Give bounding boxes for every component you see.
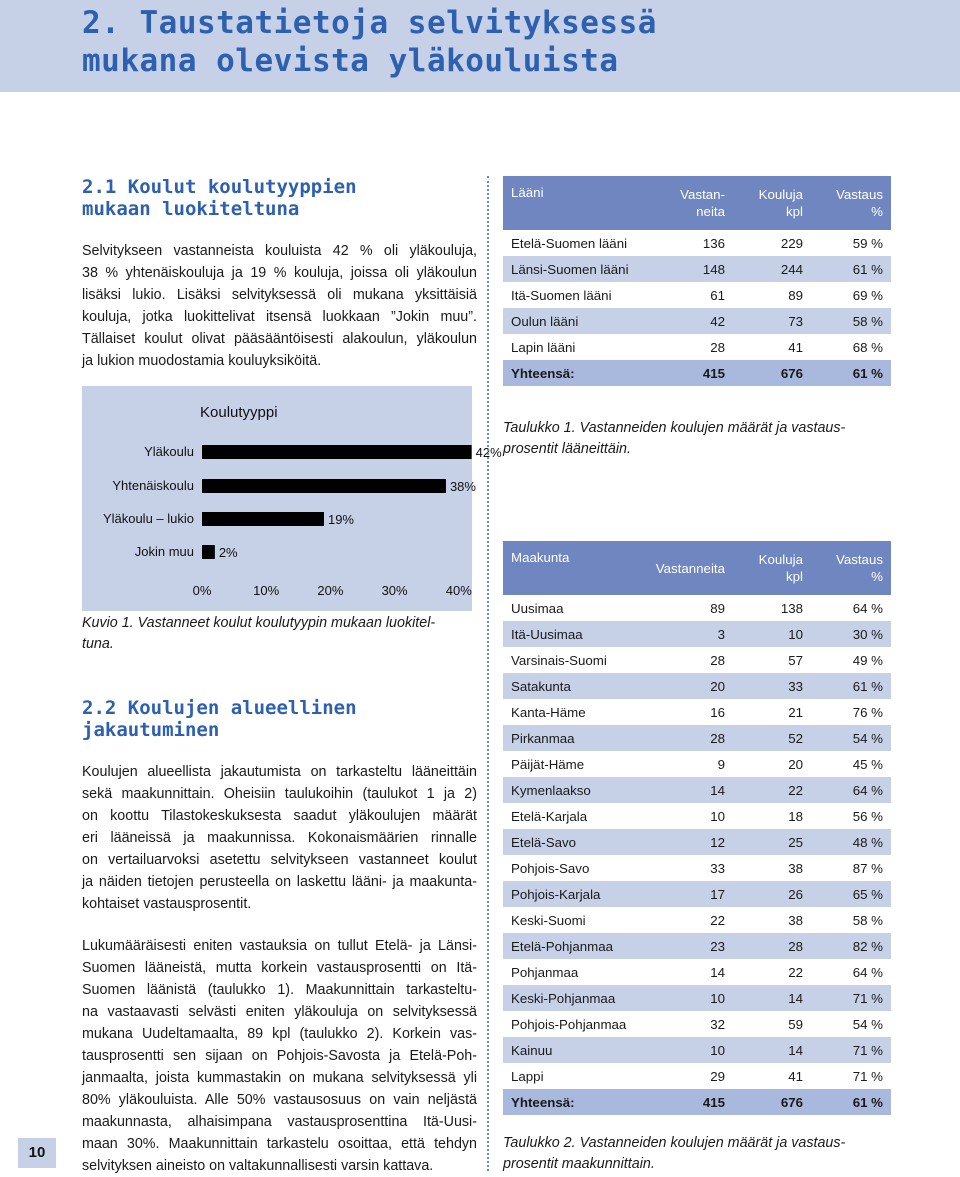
table-maakunta-cell: 29 (710, 1068, 725, 1084)
table-laani-total-cell: 61 % (811, 360, 891, 386)
table-laani-column-header: Vastan- neita (653, 176, 733, 230)
table-maakunta-total-cell: Yhteensä: (503, 1089, 643, 1115)
table-maakunta-cell: Kanta-Häme (511, 704, 586, 720)
section2-paragraph2-line: tausprosentti sen sijaan on Pohjois-Savosta ja Etelä-Poh- (82, 1048, 477, 1064)
table-maakunta-cell: 33 (710, 860, 725, 876)
table-maakunta-cell: Varsinais-Suomi (511, 652, 607, 668)
section2-paragraph2-line: Suomen läänistä (taulukko 1). Maakunnittain tarkasteltu- (82, 982, 477, 998)
table-laani-cell: 73 (733, 308, 811, 334)
table-maakunta-cell: 65 % (811, 881, 891, 907)
table-maakunta-column-header: Kouluja kpl (733, 541, 811, 595)
table-maakunta-row (503, 751, 891, 777)
table-laani-total-cell: 415 (653, 360, 733, 386)
table-maakunta-row (503, 985, 891, 1011)
table-maakunta-cell: 59 (788, 1016, 803, 1032)
chart-title: Koulutyyppi (200, 404, 278, 421)
table-maakunta-cell: 10 (710, 808, 725, 824)
table-maakunta-cell: Kainuu (503, 1037, 643, 1063)
table-maakunta-cell: Lappi (511, 1068, 544, 1084)
table-maakunta-cell: 14 (733, 1037, 811, 1063)
table-maakunta-cell: 21 (788, 704, 803, 720)
table-maakunta-cell: 14 (733, 985, 811, 1011)
table-maakunta-cell: 10 (643, 985, 733, 1011)
table-maakunta-cell: 64 % (852, 600, 883, 616)
table1-caption (503, 418, 903, 460)
table-maakunta-row (503, 595, 891, 621)
section2-paragraph2-line: maakunnasta, alhaisimpana vastausprosenttina Itä-Uusi- (82, 1114, 477, 1130)
table-maakunta-cell: 25 (733, 829, 811, 855)
table-maakunta-row (503, 1063, 891, 1089)
table-maakunta-cell: 58 % (852, 912, 883, 928)
table-maakunta-cell: 49 % (852, 652, 883, 668)
chart-category-label: Yhtenäiskoulu (112, 478, 194, 493)
chart-category-label: Yläkoulu – lukio (102, 511, 194, 526)
koulutyyppi-chart (82, 386, 502, 611)
figure-caption-line1: Kuvio 1. Vastanneet koulut koulutyypin mukaan luokitel- (82, 615, 436, 631)
column-divider (487, 176, 489, 1171)
table-maakunta-row (503, 673, 891, 699)
table-maakunta-column-header: Vastanneita (643, 541, 733, 595)
chart-bar (202, 445, 472, 459)
table-maakunta-row (503, 1011, 891, 1037)
section2-paragraph1-line: on vertailuarvoksi asetettu selvitykseen vastanneet koulut (82, 852, 477, 868)
table-maakunta-cell: 89 (710, 600, 725, 616)
table-maakunta-total-cell: 676 (733, 1089, 811, 1115)
table-maakunta-header (503, 541, 891, 595)
table-maakunta-cell: 23 (643, 933, 733, 959)
table-laani-cell: Etelä-Suomen lääni (511, 235, 628, 251)
table-maakunta-row (503, 621, 891, 647)
table-maakunta-cell: 10 (643, 1037, 733, 1063)
table-maakunta-cell: 22 (733, 777, 811, 803)
table-laani-row (503, 334, 891, 360)
table-maakunta-cell: 18 (788, 808, 803, 824)
table-maakunta-cell: 3 (643, 621, 733, 647)
table-maakunta-cell: 28 (643, 725, 733, 751)
table-laani-cell: 61 (710, 287, 725, 303)
table-maakunta-cell: 57 (788, 652, 803, 668)
table-maakunta-cell: Pirkanmaa (503, 725, 643, 751)
section1-heading-line2: mukaan luokiteltuna (82, 198, 300, 220)
table-maakunta-cell: 38 (788, 860, 803, 876)
table2-caption (503, 1133, 903, 1175)
chart-x-tick-label: 40% (445, 583, 472, 598)
table-laani-cell: 148 (653, 256, 733, 282)
section2-paragraph1-line: sekä maakunnittain. Oheisiin taulukoihin (taulukot 1 ja 2) (82, 786, 477, 802)
table-maakunta-column-header: Maakunta (503, 541, 643, 595)
table-laani (503, 176, 891, 386)
table-maakunta-row (503, 907, 891, 933)
table-maakunta-row (503, 933, 891, 959)
section2-paragraph1-line: kohtaiset vastausprosentit. (82, 896, 252, 912)
table-maakunta-cell: 71 % (811, 1037, 891, 1063)
table-maakunta-cell: 22 (710, 912, 725, 928)
table-maakunta-cell: 12 (643, 829, 733, 855)
table-maakunta-cell: 64 % (811, 777, 891, 803)
section2-paragraph2-line: Suomen lääneistä, mutta korkein vastausprosentti on Itä- (82, 960, 477, 976)
section1-paragraph-line: ja lukion muodostamia kouluyksiköitä. (82, 353, 322, 369)
section2-paragraph2-line: selvityksen aineisto on valtakunnallisesti varsin kattava. (82, 1158, 434, 1174)
table-maakunta-cell: 28 (710, 652, 725, 668)
page-header (0, 0, 960, 92)
table-maakunta-cell: 28 (733, 933, 811, 959)
table-maakunta-row (503, 881, 891, 907)
section2-heading-line1: 2.2 Koulujen alueellinen (82, 697, 357, 719)
table1-caption-line2: prosentit lääneittäin. (503, 441, 631, 457)
table2-caption-line2: prosentit maakunnittain. (503, 1156, 655, 1172)
section2-paragraph2-line: mukana Uudeltamaalta, 89 kpl (taulukko 2). Korkein vas- (82, 1026, 477, 1042)
table-laani-total-cell: Yhteensä: (503, 360, 653, 386)
table-maakunta-total-cell: 415 (643, 1089, 733, 1115)
table-maakunta-cell: 10 (733, 621, 811, 647)
table-maakunta-cell: 71 % (852, 1068, 883, 1084)
table-laani-cell: Lapin lääni (511, 339, 576, 355)
table-maakunta-row (503, 725, 891, 751)
table-laani-cell: 69 % (852, 287, 883, 303)
table-maakunta-row (503, 803, 891, 829)
table-maakunta-cell: 87 % (852, 860, 883, 876)
table1-caption-line1: Taulukko 1. Vastanneiden koulujen määrät ja vastaus- (503, 420, 846, 436)
table-maakunta-cell: 138 (780, 600, 803, 616)
table-maakunta-row (503, 1037, 891, 1063)
section2-paragraph2 (82, 935, 477, 1177)
section2-paragraph2-line: janmaalta, joista kummastakin on mukana selvityksessä yli (82, 1070, 477, 1086)
table-maakunta-cell: Etelä-Pohjanmaa (503, 933, 643, 959)
table-laani-cell: 61 % (811, 256, 891, 282)
table-maakunta-cell: 61 % (811, 673, 891, 699)
section2-heading-line2: jakautuminen (82, 719, 220, 741)
table-laani-column-header: Vastaus % (811, 176, 891, 230)
table-maakunta-cell: Etelä-Savo (503, 829, 643, 855)
page-title-line1: 2. Taustatietoja selvityksessä (82, 5, 657, 41)
table-laani-cell: 59 % (852, 235, 883, 251)
table-maakunta (503, 541, 891, 1115)
table-maakunta-cell: 14 (643, 777, 733, 803)
chart-value-label: 2% (218, 545, 238, 560)
table-maakunta-cell: Pohjanmaa (511, 964, 579, 980)
section2-paragraph2-line: na vastaavasti selvästi eniten yläkouluja on selvityksessä (82, 1004, 477, 1020)
chart-bar (202, 479, 446, 493)
table-laani-cell: 89 (788, 287, 803, 303)
table-laani-header (503, 176, 891, 230)
table-maakunta-cell: 82 % (811, 933, 891, 959)
section1-paragraph-line: Tällaiset koulut olivat pääsääntöisesti alakoulun, yläkoulun (82, 331, 477, 347)
table-maakunta-row (503, 829, 891, 855)
table-maakunta-cell: 20 (788, 756, 803, 772)
table-maakunta-cell: 38 (788, 912, 803, 928)
chart-svg (82, 386, 502, 611)
table-laani-row (503, 308, 891, 334)
figure-caption-line2: tuna. (82, 636, 114, 652)
table-maakunta-cell: 14 (710, 964, 725, 980)
table-maakunta-cell: 9 (717, 756, 725, 772)
table-laani-column-header: Kouluja kpl (733, 176, 811, 230)
table-maakunta-cell: 48 % (811, 829, 891, 855)
chart-bar (202, 512, 324, 526)
table-maakunta-cell: 32 (710, 1016, 725, 1032)
chart-x-tick-label: 0% (192, 583, 212, 598)
table-maakunta-total-row (503, 1089, 891, 1115)
table-laani-cell: 244 (733, 256, 811, 282)
table-maakunta-row (503, 647, 891, 673)
chart-value-label: 42% (475, 445, 502, 460)
section1-heading (82, 176, 357, 220)
figure-caption (82, 613, 482, 655)
table-maakunta-cell: Itä-Uusimaa (503, 621, 643, 647)
section2-paragraph2-line: maan 30%. Maakunnittain tarkastelu osoittaa, että tehdyn (82, 1136, 477, 1152)
table-maakunta-cell: 20 (643, 673, 733, 699)
chart-x-tick-label: 30% (381, 583, 408, 598)
chart-x-tick-label: 20% (317, 583, 344, 598)
table-maakunta-cell: 56 % (852, 808, 883, 824)
table-maakunta-cell: 71 % (811, 985, 891, 1011)
table-maakunta-row (503, 959, 891, 985)
chart-bar (202, 545, 215, 559)
table-maakunta-cell: Kymenlaakso (503, 777, 643, 803)
table-laani-cell: 58 % (811, 308, 891, 334)
table-maakunta-row (503, 699, 891, 725)
table-maakunta-cell: 17 (643, 881, 733, 907)
table-maakunta-cell: Keski-Pohjanmaa (503, 985, 643, 1011)
section1-paragraph-line: 38 % yhtenäiskouluja ja 19 % kouluja, joissa oli yläkoulun (82, 265, 477, 281)
chart-x-tick-label: 10% (253, 583, 280, 598)
section1-heading-line1: 2.1 Koulut koulutyyppien (82, 176, 357, 198)
table-laani-column-header: Lääni (503, 176, 653, 230)
table-maakunta-cell: Etelä-Karjala (511, 808, 588, 824)
chart-value-label: 38% (449, 479, 476, 494)
table-maakunta-cell: 16 (710, 704, 725, 720)
table-maakunta-cell: Satakunta (503, 673, 643, 699)
table-maakunta-cell: 26 (733, 881, 811, 907)
table-laani-cell: 28 (710, 339, 725, 355)
page-title-line2: mukana olevista yläkouluista (82, 43, 619, 79)
table-laani-cell: 229 (780, 235, 803, 251)
table-maakunta-cell: Pohjois-Karjala (503, 881, 643, 907)
table-maakunta-cell: 45 % (852, 756, 883, 772)
table-maakunta-cell: 33 (733, 673, 811, 699)
table-maakunta-cell: Päijät-Häme (511, 756, 585, 772)
section1-paragraph-line: Selvitykseen vastanneista kouluista 42 % oli yläkouluja, (82, 243, 477, 259)
section2-paragraph1 (82, 761, 477, 915)
section1-paragraph (82, 240, 477, 372)
page-title (82, 4, 657, 80)
table-maakunta-row (503, 855, 891, 881)
table-laani-cell: Oulun lääni (503, 308, 653, 334)
table-laani-cell: 136 (702, 235, 725, 251)
table-laani-total-cell: 676 (733, 360, 811, 386)
section2-paragraph1-line: on koottu Tilastokeskuksesta saadut yläkoulujen määrät (82, 808, 477, 824)
table-laani-cell: 42 (653, 308, 733, 334)
table-laani-total-row (503, 360, 891, 386)
table-maakunta-cell: Pohjois-Pohjanmaa (511, 1016, 627, 1032)
table-maakunta-cell: Pohjois-Savo (511, 860, 590, 876)
table-maakunta-cell: 54 % (852, 1016, 883, 1032)
table-maakunta-column-header: Vastaus % (811, 541, 891, 595)
section2-paragraph2-line: 80% yläkouluista. Alle 50% vastausosuus on vain neljästä (82, 1092, 477, 1108)
table-maakunta-cell: 54 % (811, 725, 891, 751)
table-laani-row (503, 230, 891, 256)
table-laani-cell: 41 (788, 339, 803, 355)
table-laani-row (503, 282, 891, 308)
table-maakunta-row (503, 777, 891, 803)
table-maakunta-cell: 30 % (811, 621, 891, 647)
table-maakunta-cell: 52 (733, 725, 811, 751)
table2-caption-line1: Taulukko 2. Vastanneiden koulujen määrät ja vastaus- (503, 1135, 846, 1151)
table-laani-cell: 68 % (852, 339, 883, 355)
table-maakunta-cell: 22 (788, 964, 803, 980)
table-maakunta-cell: 76 % (852, 704, 883, 720)
section1-paragraph-line: kouluja, jotka luokittelivat itsensä luokkaan ”Jokin muu”. (82, 309, 477, 325)
chart-category-label: Jokin muu (134, 544, 194, 559)
section2-paragraph1-line: ja näiden tietojen perusteella on laskettu lääni- ja maakunta- (82, 874, 477, 890)
table-maakunta-cell: Keski-Suomi (511, 912, 586, 928)
section2-paragraph2-line: Lukumääräisesti eniten vastauksia on tullut Etelä- ja Länsi- (82, 938, 477, 954)
section2-heading (82, 697, 357, 741)
chart-category-label: Yläkoulu (144, 444, 194, 459)
section1-paragraph-line: lisäksi lukio. Lisäksi selvityksessä oli mukana yksittäisiä (82, 287, 477, 303)
page-number: 10 (18, 1138, 56, 1168)
table-maakunta-cell: Uusimaa (511, 600, 564, 616)
table-laani-row (503, 256, 891, 282)
table-maakunta-cell: 41 (788, 1068, 803, 1084)
section2-paragraph1-line: Koulujen alueellista jakautumista on tarkasteltu lääneittäin (82, 764, 477, 780)
table-maakunta-cell: 64 % (852, 964, 883, 980)
section2-paragraph1-line: eri lääneissä ja maakunnissa. Kokonaismäärien rinnalle (82, 830, 477, 846)
table-laani-cell: Länsi-Suomen lääni (503, 256, 653, 282)
table-maakunta-total-cell: 61 % (811, 1089, 891, 1115)
chart-value-label: 19% (327, 512, 355, 527)
table-laani-cell: Itä-Suomen lääni (511, 287, 612, 303)
